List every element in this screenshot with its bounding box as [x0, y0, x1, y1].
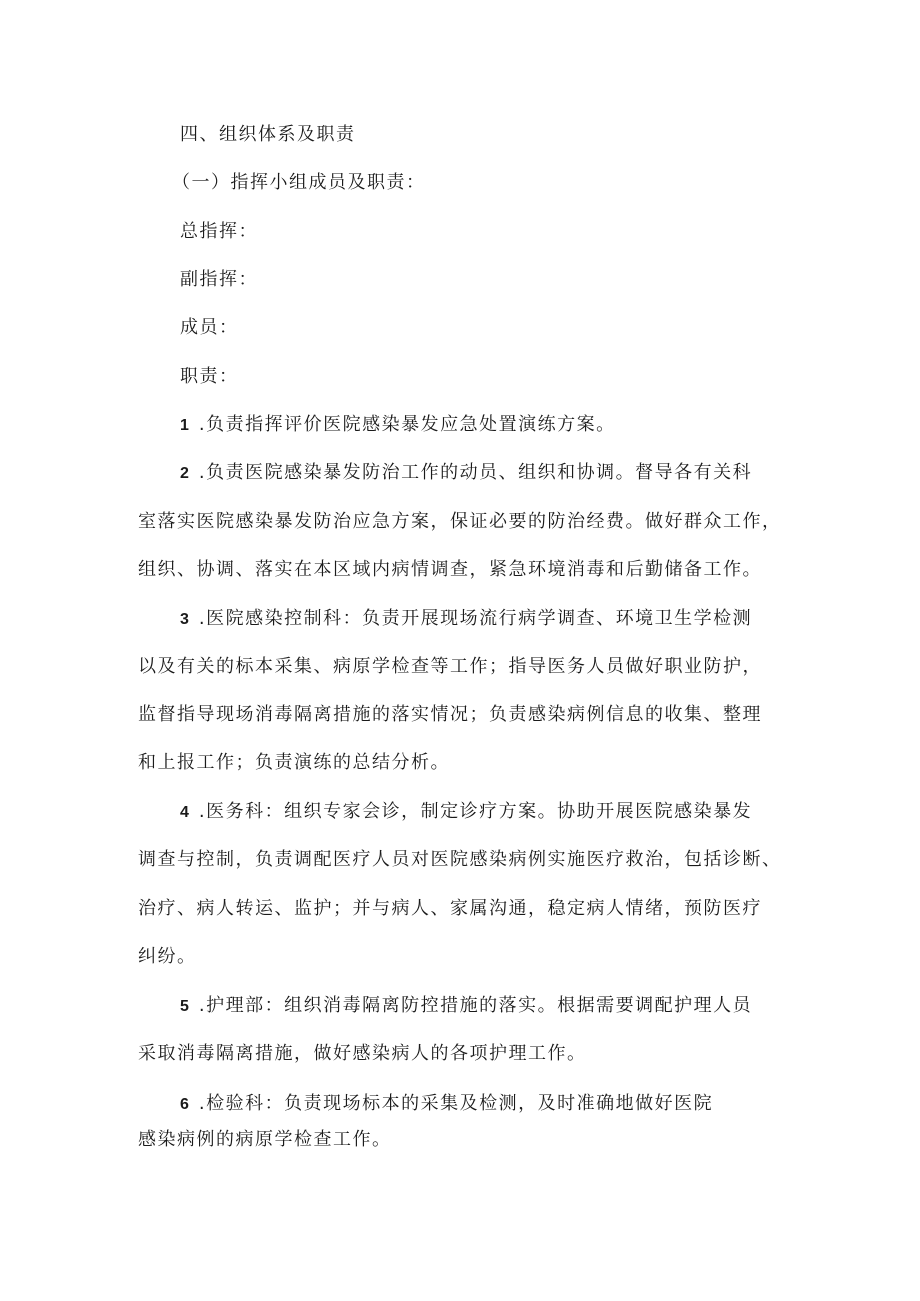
item-text: .检验科：负责现场标本的采集及检测，及时准确地做好医院 [198, 1093, 714, 1114]
item-text-continued: 治疗、病人转运、监护；并与病人、家属沟通，稳定病人情绪，预防医疗 [138, 898, 762, 919]
duty-item-6 [180, 1091, 713, 1118]
field-members: 成员： [180, 317, 239, 338]
item-text-continued: 室落实医院感染暴发防治应急方案，保证必要的防治经费。做好群众工作， [138, 511, 782, 532]
item-text: .医院感染控制科：负责开展现场流行病学调查、环境卫生学检测 [198, 608, 753, 629]
item-text-continued: 监督指导现场消毒隔离措施的落实情况；负责感染病例信息的收集、整理 [138, 704, 762, 725]
item-text-continued: 纠纷。 [138, 946, 197, 967]
item-number: 4 [180, 804, 189, 821]
subsection-heading: （一）指挥小组成员及职责： [172, 172, 426, 193]
item-text: .医务科：组织专家会诊，制定诊疗方案。协助开展医院感染暴发 [198, 801, 753, 822]
item-number: 1 [180, 417, 189, 434]
item-text-continued: 和上报工作；负责演练的总结分析。 [138, 752, 450, 773]
field-duties: 职责： [180, 366, 239, 387]
field-commander: 总指挥： [180, 221, 258, 242]
duty-item-1 [180, 412, 616, 439]
item-text-continued: 调查与控制，负责调配医疗人员对医院感染病例实施医疗救治，包括诊断、 [138, 849, 782, 870]
item-text-continued: 采取消毒隔离措施，做好感染病人的各项护理工作。 [138, 1043, 587, 1064]
item-text: .负责医院感染暴发防治工作的动员、组织和协调。督导各有关科 [198, 462, 753, 483]
duty-item-5 [180, 993, 752, 1020]
item-text-continued: 感染病例的病原学检查工作。 [138, 1129, 392, 1150]
duty-item-3 [180, 606, 752, 633]
item-number: 5 [180, 998, 189, 1015]
item-text: .负责指挥评价医院感染暴发应急处置演练方案。 [198, 414, 616, 435]
item-text: .护理部：组织消毒隔离防控措施的落实。根据需要调配护理人员 [198, 995, 753, 1016]
item-number: 6 [180, 1096, 189, 1113]
section-heading: 四、组织体系及职责 [180, 124, 356, 145]
item-text-continued: 以及有关的标本采集、病原学检查等工作；指导医务人员做好职业防护， [138, 656, 762, 677]
item-number: 2 [180, 465, 189, 482]
item-text-continued: 组织、协调、落实在本区域内病情调查，紧急环境消毒和后勤储备工作。 [138, 559, 762, 580]
item-number: 3 [180, 611, 189, 628]
field-deputy: 副指挥： [180, 269, 258, 290]
duty-item-2 [180, 460, 752, 487]
duty-item-4 [180, 799, 752, 826]
